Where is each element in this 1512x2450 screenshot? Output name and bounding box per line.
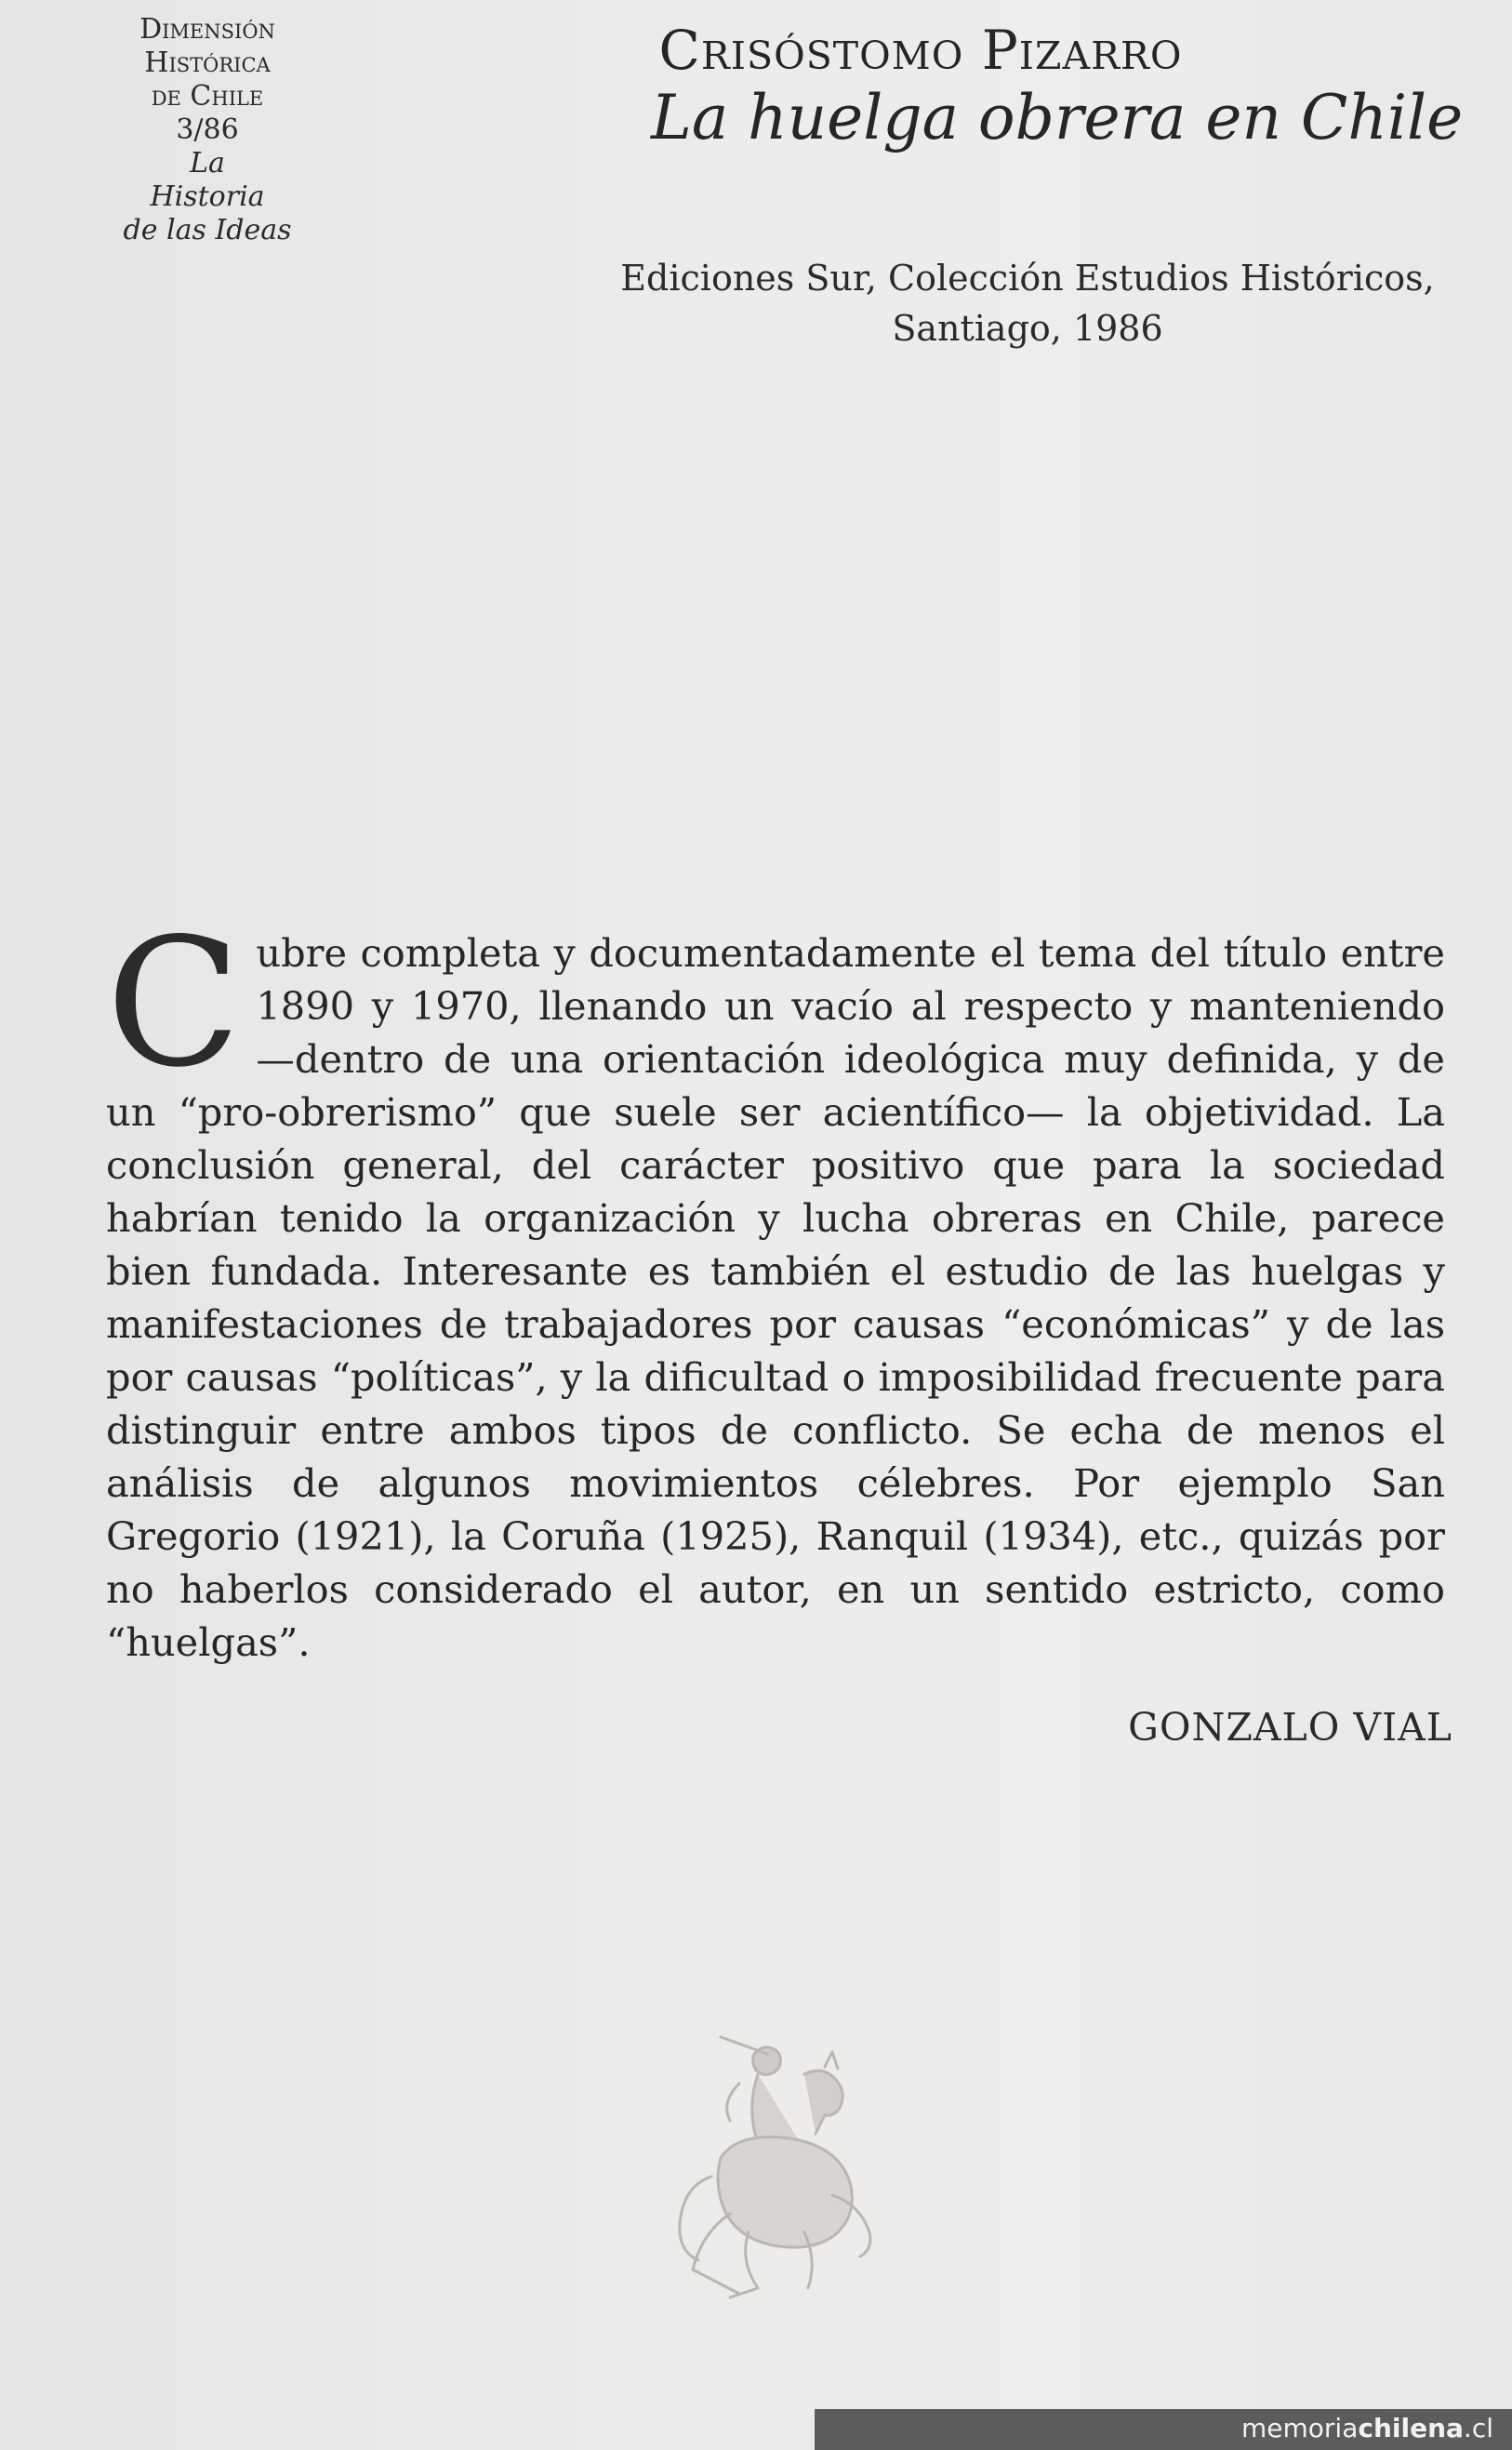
drop-cap: C xyxy=(106,900,242,1106)
series-line-6: Historia xyxy=(150,180,265,213)
brand-tld: .cl xyxy=(1463,2413,1493,2443)
footer-band xyxy=(815,2409,1512,2450)
series-line-1: Dimensión xyxy=(139,13,275,46)
series-label xyxy=(104,13,311,247)
brand-memoria: memoria xyxy=(1241,2413,1359,2443)
series-line-2: Histórica xyxy=(144,47,271,79)
series-line-7: de las Ideas xyxy=(123,214,292,246)
series-issue: 3/86 xyxy=(176,113,239,146)
series-line-3: de Chile xyxy=(151,80,264,113)
review-text: ubre completa y documentadamente el tema del título entre 1890 y 1970, llenando un vacío al respecto y manteniendo —dentro de una orientación ideológica muy definida, y de un “pro-obrerismo” que suele ser acientífico— la objetividad. La conclusión general, del carácter positivo que para la sociedad habrían tenido la organización y lucha obreras en Chile, parece bien fundada. Interesante es también el estudio de las huelgas y manifestaciones de trabajadores por causas “económicas” y de las por causas “políticas”, y la dificultad o imposibilidad frecuente para distinguir entre ambos tipos de conflicto. Se echa de menos el análisis de algunos movimientos célebres. Por ejemplo San Gregorio (1921), la Coruña (1925), Ranquil (1934), etc., quizás por no haberlos considerado el autor, en un sentido estricto, como “huelgas”. xyxy=(106,930,1445,1665)
publication-line-2: Santiago, 1986 xyxy=(892,308,1163,349)
brand-chilena: chilena xyxy=(1358,2413,1464,2443)
publication-line-1: Ediciones Sur, Colección Estudios Históricos, xyxy=(620,258,1435,299)
book-title: La huelga obrera en Chile xyxy=(651,82,1464,153)
source-watermark xyxy=(1241,2413,1493,2443)
reviewer-name: GONZALO VIAL xyxy=(1128,1705,1452,1750)
review-body xyxy=(106,900,1445,1669)
horse-rider-emblem-icon xyxy=(665,2018,897,2325)
publication-info xyxy=(595,253,1460,353)
series-line-5: La xyxy=(190,147,225,180)
book-author: Crisóstomo Pizarro xyxy=(658,19,1183,82)
